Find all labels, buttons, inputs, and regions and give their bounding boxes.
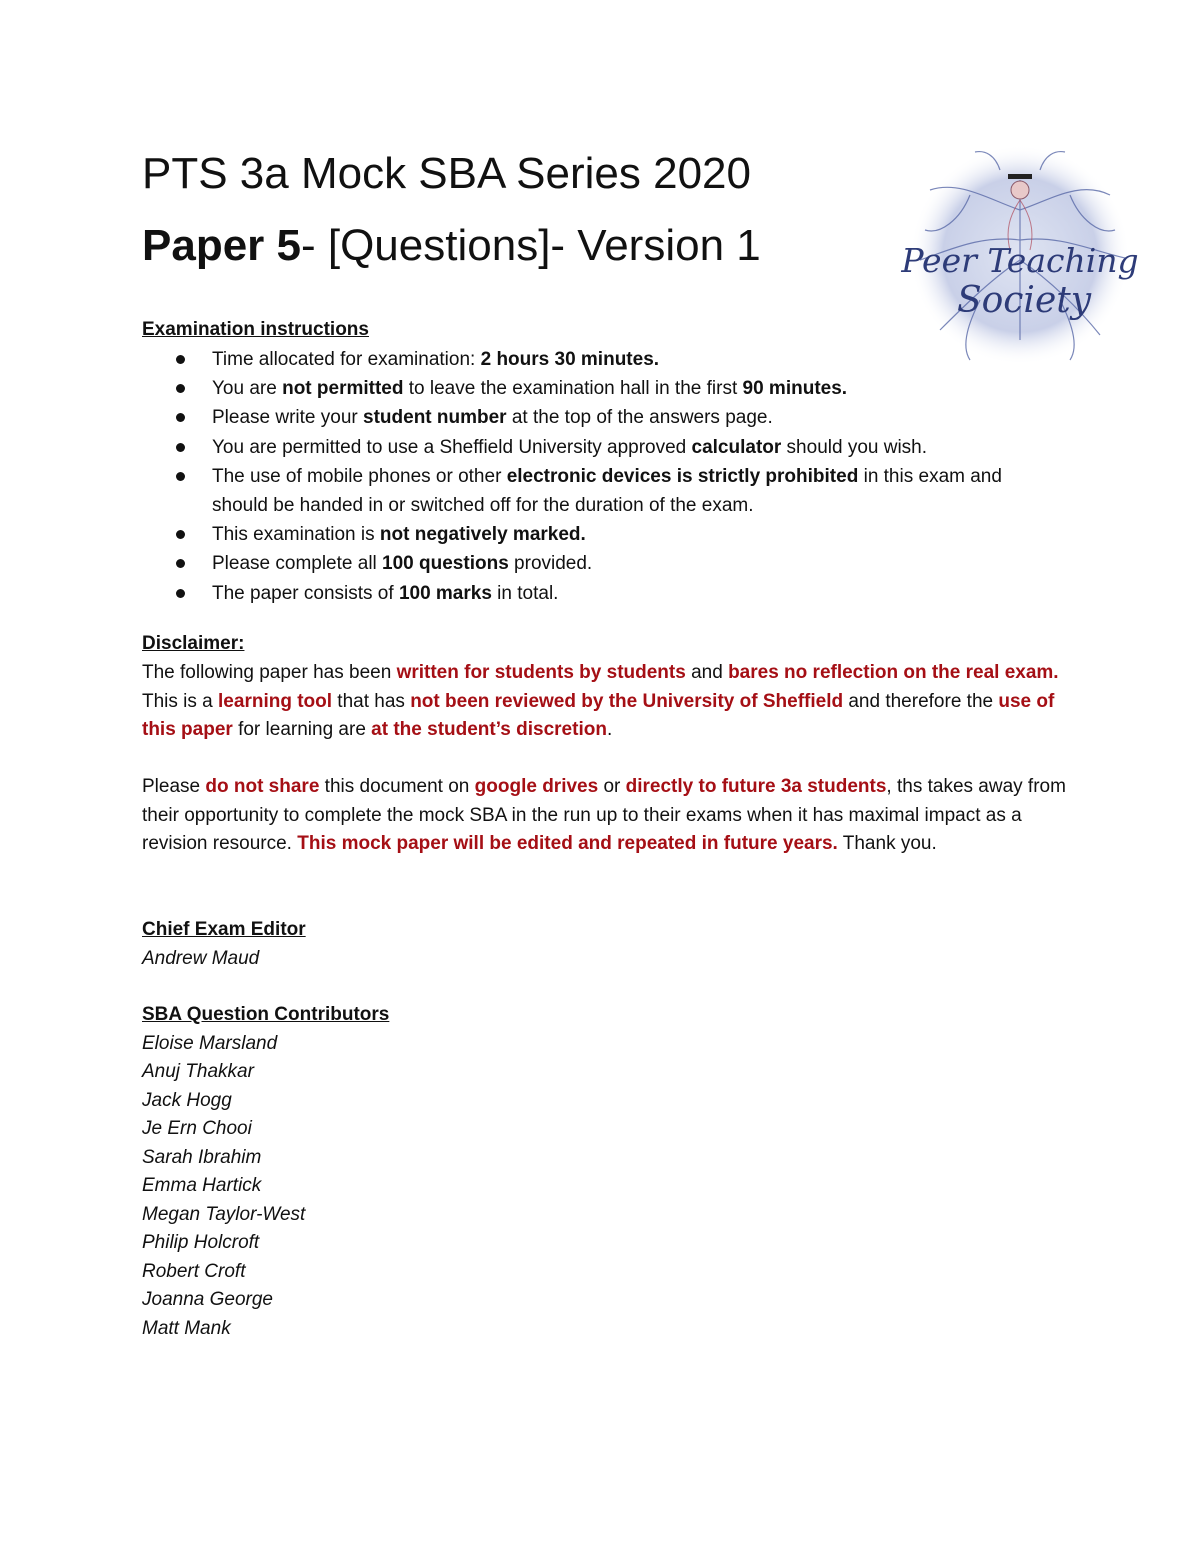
contributor-name: Philip Holcroft	[142, 1232, 260, 1254]
paper-version: - [Questions]- Version 1	[300, 221, 761, 270]
contributor-name: Anuj Thakkar	[142, 1061, 254, 1083]
contributor-name: Joanna George	[142, 1289, 273, 1311]
instruction-text: 90 minutes.	[742, 378, 848, 400]
instruction-text: not negatively marked.	[379, 524, 586, 546]
bullet-icon	[176, 530, 185, 539]
body-text: or	[598, 776, 626, 797]
contributor-name: Je Ern Chooi	[142, 1118, 252, 1140]
instruction-item	[142, 345, 1062, 374]
instruction-text: in this exam and should be handed in or switched off for the duration of the exam.	[212, 465, 1002, 517]
body-text: Please	[142, 776, 206, 797]
chief-editor-heading: Chief Exam Editor	[142, 919, 306, 940]
emphasis-text: google drives	[474, 776, 599, 797]
instructions-heading: Examination instructions	[142, 319, 369, 340]
instruction-text: 100 questions	[382, 553, 509, 575]
bullet-icon	[176, 355, 185, 364]
bullet-icon	[176, 413, 185, 422]
body-text: , ths takes away from their opportunity to complete the mock SBA in the run up to their exams when it has maximal impact as a revision resource.	[142, 776, 1066, 854]
instruction-text: The paper consists of	[212, 582, 399, 604]
body-text: .	[606, 719, 613, 740]
contributors-list	[142, 1030, 305, 1343]
instruction-text: This examination is	[212, 524, 380, 546]
emphasis-text: at the student’s discretion	[371, 719, 607, 740]
contributor-name: Robert Croft	[142, 1260, 246, 1282]
instruction-text: not permitted	[282, 378, 404, 400]
emphasis-text: do not share	[205, 776, 320, 797]
disclaimer-heading: Disclaimer:	[142, 633, 245, 654]
disclaimer-paragraph	[142, 659, 1072, 745]
instruction-text: The use of mobile phones or other	[212, 465, 507, 487]
instruction-item	[142, 549, 1062, 578]
contributors-heading: SBA Question Contributors	[142, 1004, 390, 1025]
instruction-text: You are	[212, 378, 283, 400]
paper-number: Paper 5	[142, 221, 301, 270]
instruction-text: student number	[363, 407, 507, 429]
contributor-name: Emma Hartick	[142, 1175, 262, 1197]
body-text: This is a	[142, 690, 219, 712]
emphasis-text: directly to future 3a students	[625, 776, 887, 797]
body-text: The following paper has been	[142, 662, 397, 683]
peer-teaching-society-logo	[900, 140, 1140, 380]
emphasis-text: learning tool	[218, 690, 333, 712]
logo-text-line1: Peer Teaching	[901, 241, 1139, 280]
bullet-icon	[176, 589, 185, 598]
body-text: Thank you.	[837, 833, 937, 854]
instruction-item	[142, 403, 1062, 432]
body-text: and	[685, 662, 729, 683]
contributor-name: Matt Mank	[142, 1317, 231, 1339]
instruction-text: 2 hours 30 minutes.	[480, 349, 660, 370]
instruction-text: electronic devices is strictly prohibited	[506, 465, 859, 487]
instruction-text: should you wish.	[781, 436, 928, 458]
instruction-item	[142, 520, 1062, 549]
emphasis-text: not been reviewed by the University of Sheffield	[410, 690, 844, 712]
contributor-name: Eloise Marsland	[142, 1033, 278, 1054]
instruction-item	[142, 462, 1062, 520]
contributor-name: Jack Hogg	[142, 1089, 232, 1111]
instruction-text: to leave the examination hall in the first	[403, 378, 743, 400]
instruction-text: Please complete all	[212, 553, 383, 575]
emphasis-text: bares no reflection on the real exam.	[728, 662, 1059, 683]
body-text: and therefore the	[843, 690, 999, 712]
contributor-name: Sarah Ibrahim	[142, 1146, 262, 1168]
instruction-text: in total.	[491, 582, 559, 604]
instructions-list	[142, 345, 1062, 608]
body-text: for learning are	[232, 719, 372, 740]
instruction-text: 100 marks	[398, 582, 492, 604]
document-title: PTS 3a Mock SBA Series 2020	[142, 149, 751, 198]
instruction-text: You are permitted to use a Sheffield University approved	[212, 436, 692, 458]
instruction-text: at the top of the answers page.	[506, 407, 773, 429]
body-text: that has	[332, 690, 411, 712]
emphasis-text: This mock paper will be edited and repeated in future years.	[297, 833, 838, 854]
body-text: this document on	[319, 776, 475, 797]
paper-subtitle	[142, 218, 761, 274]
bullet-icon	[176, 443, 185, 452]
contributor-name: Megan Taylor-West	[142, 1203, 306, 1225]
instruction-text: Please write your	[212, 407, 364, 429]
bullet-icon	[176, 472, 185, 481]
instruction-item	[142, 579, 1062, 608]
sharing-paragraph	[142, 773, 1072, 859]
instruction-item	[142, 433, 1062, 462]
bullet-icon	[176, 559, 185, 568]
instruction-text: calculator	[691, 436, 782, 458]
emphasis-text: written for students by students	[396, 662, 686, 683]
instruction-text: Time allocated for examination:	[212, 349, 481, 370]
logo-text-line2: Society	[956, 280, 1092, 321]
instruction-item	[142, 374, 1062, 403]
instruction-text: provided.	[508, 553, 593, 575]
bullet-icon	[176, 384, 185, 393]
chief-editor-name: Andrew Maud	[142, 948, 260, 969]
emphasis-text: use of this paper	[142, 690, 1055, 740]
